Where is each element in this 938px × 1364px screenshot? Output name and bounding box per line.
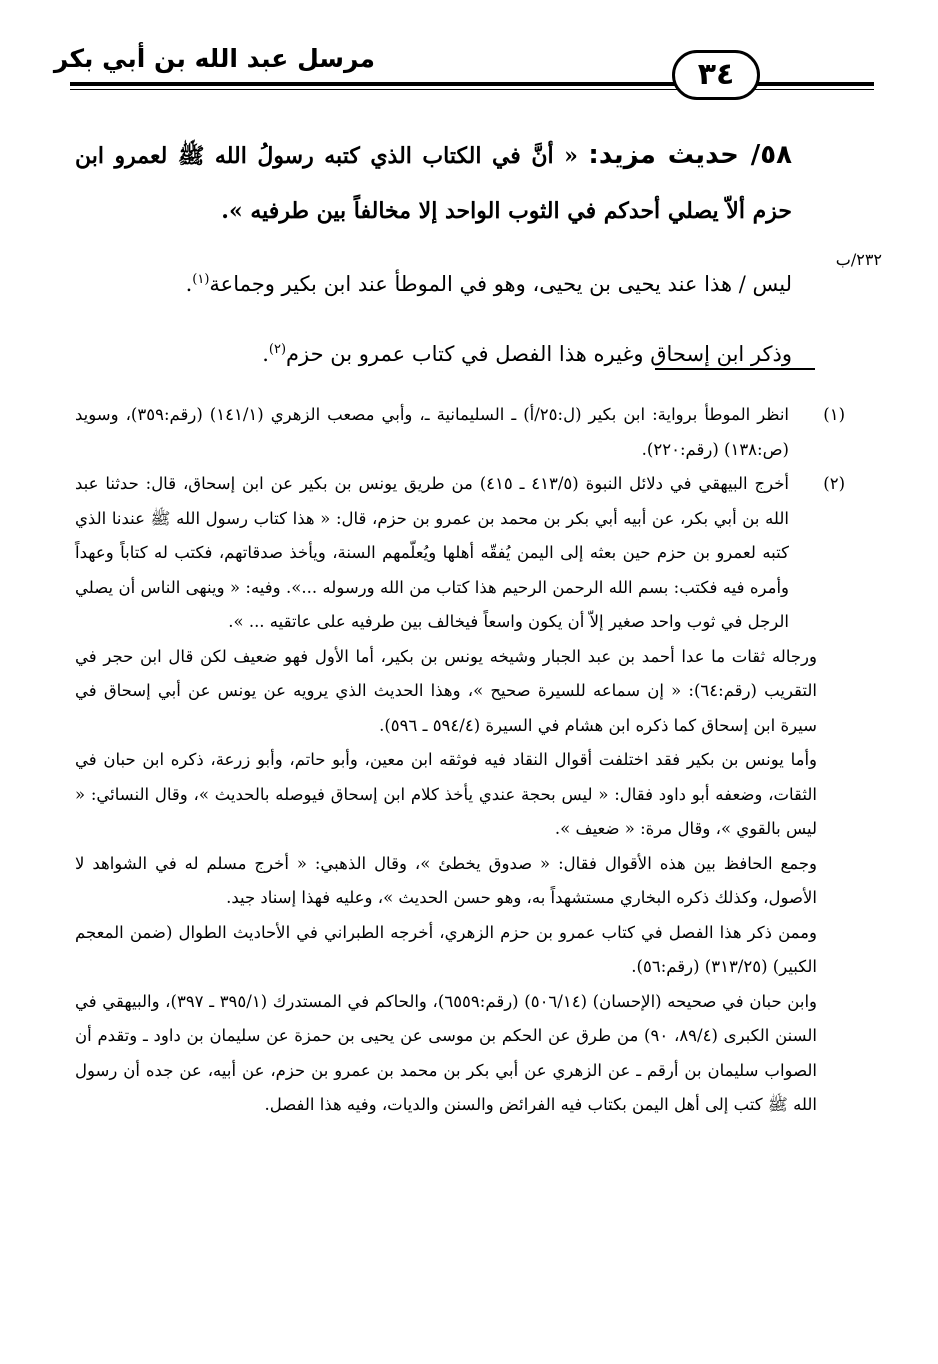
page-number-badge: [672, 50, 760, 100]
footnote-1: [75, 398, 846, 467]
running-title: مرسل عبد الله بن أبي بكر: [53, 44, 375, 73]
body-paragraph-end: .: [185, 272, 193, 296]
main-text: [75, 128, 792, 387]
footnote-paragraph: وممن ذكر هذا الفصل في كتاب عمرو بن حزم الزهري، أخرجه الطبراني في الأحاديث الطوال (ضمن المعجم الكبير) (٣١٣/٢٥) (رقم:٥٦).: [75, 922, 817, 976]
body-paragraph: [75, 247, 792, 317]
footnote-separator: [655, 368, 815, 370]
footnote-2: [75, 467, 845, 640]
footnote-paragraph: ورجاله ثقات ما عدا أحمد بن عبد الجبار وشيخه يونس بن بكير، أما الأول فهو ضعيف لكن قال ابن حجر في التقريب (رقم:٦٤): « إن سماعه للسيرة صحيح »، وهذا الحديث الذي يرويه عن يونس عن أبي إسحاق في سيرة ابن إسحاق كما ذكره ابن هشام في السيرة (٥٩٤/٤ ـ ٥٩٦).: [75, 646, 817, 735]
body-paragraph-text: ليس / هذا عند يحيى بن يحيى، وهو في الموطأ عند ابن بكير وجماعة: [209, 272, 792, 296]
hadith-label: ٥٨/ حديث مزيد:: [588, 140, 792, 170]
body-paragraph: [75, 317, 792, 387]
footnote-text: أخرج البيهقي في دلائل النبوة (٤١٣/٥ ـ ٤١٥) من طريق يونس بن بكير عن ابن إسحاق، قال: حدثنا عبد الله بن أبي بكر، عن أبيه أبي بكر بن محمد بن عمرو بن حزم، قال: « هذا كتاب رسول الله ﷺ عندنا الذي كتبه لعمرو بن حزم حين بعثه إلى اليمن يُفقّه أهلها ويُعلّمهم السنة، ويأخذ صدقاتهم، فكتب له كتاباً وعهداً وأمره فيه فكتب: بسم الله الرحمن الرحيم هذا كتاب من الله ورسوله ...». وفيه: « وينهى الناس أن يصلي الرجل في ثوب واحد صغير إلاّ أن يكون واسعاً فيخالف بين طرفيه على عاتقيه ... ».: [75, 474, 789, 631]
footnote-paragraph: وجمع الحافظ بين هذه الأقوال فقال: « صدوق يخطئ »، وقال الذهبي: « أخرج مسلم له في الشواهد لا الأصول، وكذلك ذكره البخاري مستشهداً به، وهو حسن الحديث »، وعليه فهذا إسناد جيد.: [75, 853, 817, 907]
hadith-text: « أنَّ في الكتاب الذي كتبه رسولُ الله ﷺ لعمرو ابن حزم ألاّ يصلي أحدكم في الثوب الواحد إلا مخالفاً بين طرفيه ».: [75, 143, 792, 224]
body-paragraph-text: وذكر ابن إسحاق وغيره هذا الفصل في كتاب عمرو بن حزم: [286, 342, 792, 366]
footnote-paragraph: وابن حبان في صحيحه (الإحسان) (٥٠٦/١٤) (رقم:٦٥٥٩)، والحاكم في المستدرك (٣٩٥/١ ـ ٣٩٧)، والبيهقي في السنن الكبرى (٨٩/٤، ٩٠) من طرق عن الحكم بن موسى عن يحيى بن حمزة عن سليمان بن داود ـ وتقدم أن الصواب سليمان بن أرقم ـ عن الزهري عن أبي بكر بن محمد بن عمرو بن حزم، عن أبيه، عن جده أن رسول الله ﷺ كتب إلى أهل اليمن بكتاب فيه الفرائض والسنن والديات، وفيه هذا الفصل.: [75, 991, 818, 1114]
page-number: ٣٤: [697, 57, 735, 92]
footnote-number: (٢): [823, 474, 845, 493]
footnote-ref: (١): [192, 272, 210, 287]
footnote-paragraph: وأما يونس بن بكير فقد اختلفت أقوال النقاد فيه فوثقه ابن معين، وأبو حاتم، وأبو زرعة، ذكره ابن حبان في الثقات، وضعفه أبو داود فقال: « ليس بحجة عندي يأخذ كلام ابن إسحاق فيوصله بالحديث »، وقال النسائي: « ليس بالقوي »، وقال مرة: « ضعيف ».: [75, 750, 817, 838]
footnote-text: انظر الموطأ برواية: ابن بكير (ل:٢٥/أ) ـ السليمانية ـ، وأبي مصعب الزهري (١٤١/١) (رقم:٣٥٩)، وسويد (ص:١٣٨) (رقم:٢٢٠).: [75, 405, 790, 459]
footnote-number: (١): [823, 405, 846, 424]
manuscript-folio-note: ٢٣٢/ب: [835, 250, 882, 269]
footnote-ref: (٢): [268, 342, 287, 357]
footnotes: [75, 398, 846, 1123]
hadith-heading: [75, 128, 792, 239]
body-paragraph-end: .: [262, 342, 269, 366]
